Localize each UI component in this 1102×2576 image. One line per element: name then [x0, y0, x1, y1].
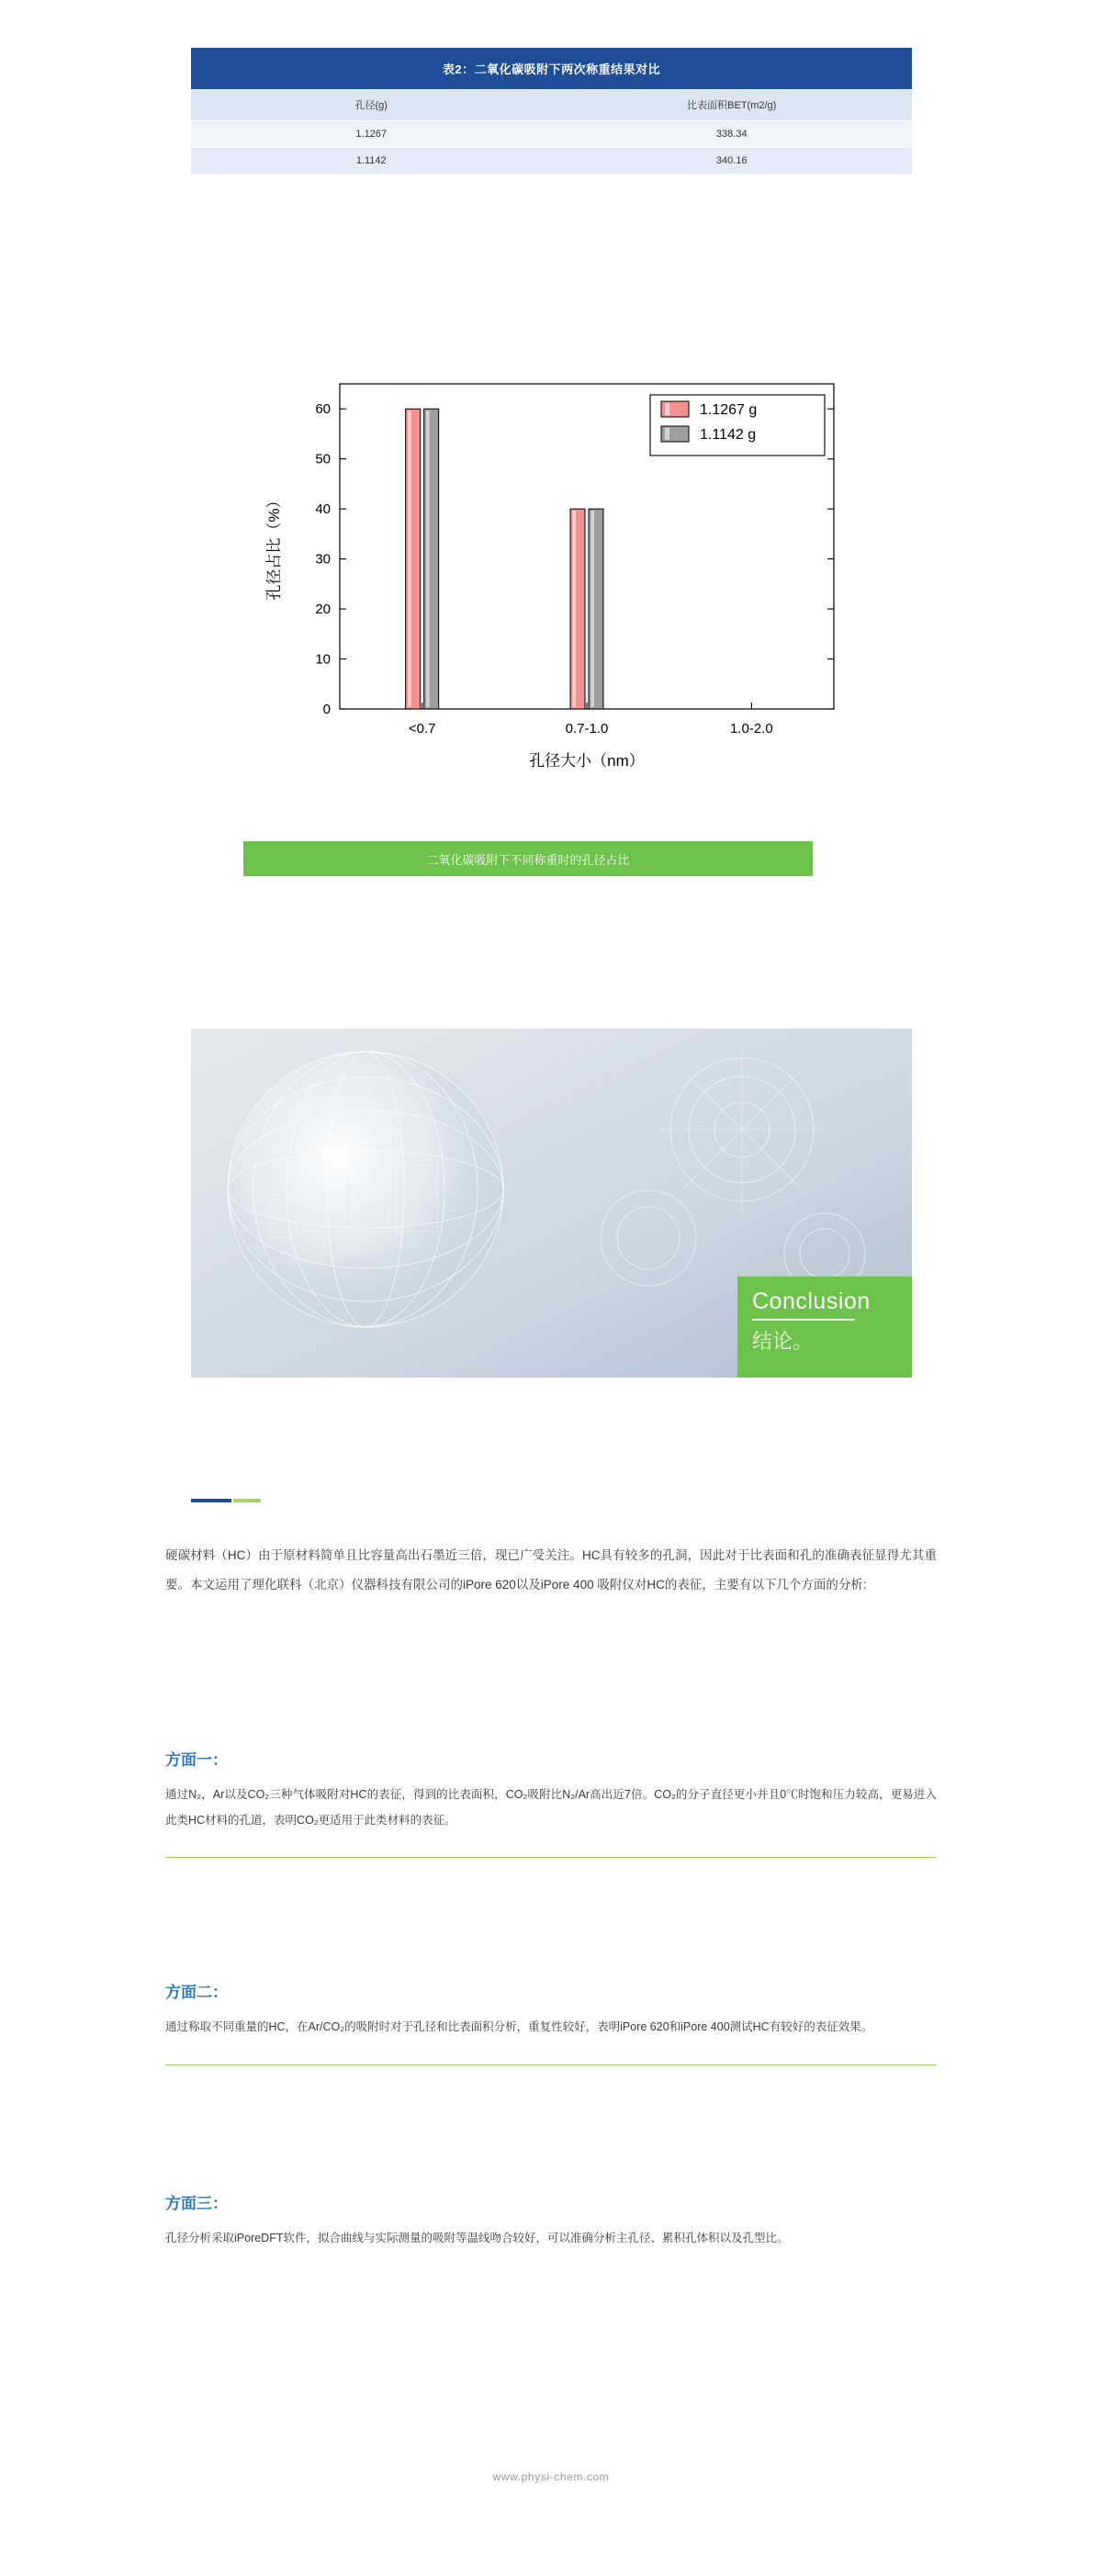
table-row — [191, 121, 912, 148]
conclusion-badge — [737, 1277, 912, 1378]
table-cell-pore-0: 1.1267 — [191, 121, 552, 148]
table-cell-pore-1: 1.1142 — [191, 148, 552, 174]
table-header-cell-1: 比表面积BET(m2/g) — [552, 89, 913, 121]
y-axis-label: 孔径占比（%） — [265, 492, 283, 601]
y-tick-label: 0 — [322, 702, 331, 717]
hero-banner — [191, 1029, 912, 1378]
table-row — [191, 148, 912, 174]
x-tick-label: 1.0-2.0 — [729, 721, 773, 737]
table-cell-bet-1: 340.16 — [552, 148, 913, 174]
section-title: 方面一： — [165, 1751, 228, 1769]
section-body: 通过N₂，Ar以及CO₂三种气体吸附对HC的表征，得到的比表面积，CO₂吸附比N₂/Ar高出近7倍。CO₂的分子直径更小并且0℃时饱和压力较高，更易进入此类HC材料的孔道，表明CO₂更适用于此类材料的表征。 — [165, 1788, 937, 1827]
results-table — [191, 48, 912, 174]
bar-chart-block — [191, 331, 912, 817]
bar-chart-svg — [191, 331, 912, 817]
bar-highlight — [591, 511, 595, 707]
intro-paragraph: 硬碳材料（HC）由于原材料简单且比容量高出石墨近三倍，现已广受关注。HC具有较多的孔洞，因此对于比表面和孔的准确表征显得尤其重要。本文运用了理化联科（北京）仪器科技有限公司的iPore 620以及iPore 400 吸附仪对HC的表征，主要有以下几个方面的分析: — [165, 1548, 937, 1592]
section-aspect-3 — [165, 2190, 937, 2252]
bar — [406, 409, 421, 709]
section-title: 方面二： — [165, 1984, 228, 2001]
divider-bar-blue — [191, 1499, 231, 1502]
section-body: 通过称取不同重量的HC，在Ar/CO₂的吸附时对于孔径和比表面积分析，重复性较好，表明iPore 620和iPore 400测试HC有较好的表征效果。 — [165, 2020, 873, 2033]
section-rule — [165, 1857, 937, 1858]
section-rule — [165, 2064, 937, 2065]
legend-swatch-highlight — [665, 428, 669, 440]
y-tick-label: 30 — [315, 551, 331, 568]
bar — [589, 509, 603, 709]
x-tick-label: <0.7 — [408, 721, 436, 737]
conclusion-title-cn: 结论。 — [752, 1329, 814, 1353]
bar-chart — [191, 331, 912, 817]
bar-highlight — [426, 411, 430, 707]
x-axis-label: 孔径大小（nm） — [529, 752, 645, 770]
legend-swatch-highlight — [665, 403, 669, 415]
y-tick-label: 60 — [315, 401, 331, 418]
y-tick-label: 20 — [315, 602, 331, 618]
table-title: 表2：二氧化碳吸附下两次称重结果对比 — [191, 48, 912, 89]
section-aspect-1 — [165, 1747, 937, 1858]
section-body: 孔径分析采取iPoreDFT软件，拟合曲线与实际测量的吸附等温线吻合较好，可以准确分析主孔径、累积孔体积以及孔型比。 — [165, 2232, 789, 2244]
bar — [570, 509, 585, 709]
conclusion-title-en: Conclusion — [752, 1288, 871, 1314]
bar-highlight — [408, 411, 411, 707]
section-divider-mark — [191, 1499, 264, 1503]
table-cell-bet-0: 338.34 — [552, 121, 913, 148]
chart-caption: 二氧化碳吸附下不同称重时的孔径占比 — [243, 841, 813, 876]
table-header-cell-0: 孔径(g) — [191, 89, 552, 121]
y-tick-label: 50 — [315, 451, 331, 467]
legend-label: 1.1267 g — [700, 402, 758, 418]
legend-label: 1.1142 g — [700, 427, 757, 443]
bar — [424, 409, 439, 709]
conclusion-underline — [752, 1319, 855, 1321]
divider-bar-green — [233, 1499, 261, 1502]
section-aspect-2 — [165, 1979, 937, 2065]
x-tick-label: 0.7-1.0 — [565, 721, 609, 737]
table-header-row — [191, 89, 912, 121]
results-table-container — [191, 48, 912, 174]
y-tick-label: 10 — [315, 651, 331, 668]
section-title: 方面三： — [165, 2195, 228, 2212]
footer-url: www.physi-chem.com — [492, 2470, 610, 2483]
y-tick-label: 40 — [315, 501, 331, 518]
bar-highlight — [573, 511, 577, 707]
table-title-row — [191, 48, 912, 89]
